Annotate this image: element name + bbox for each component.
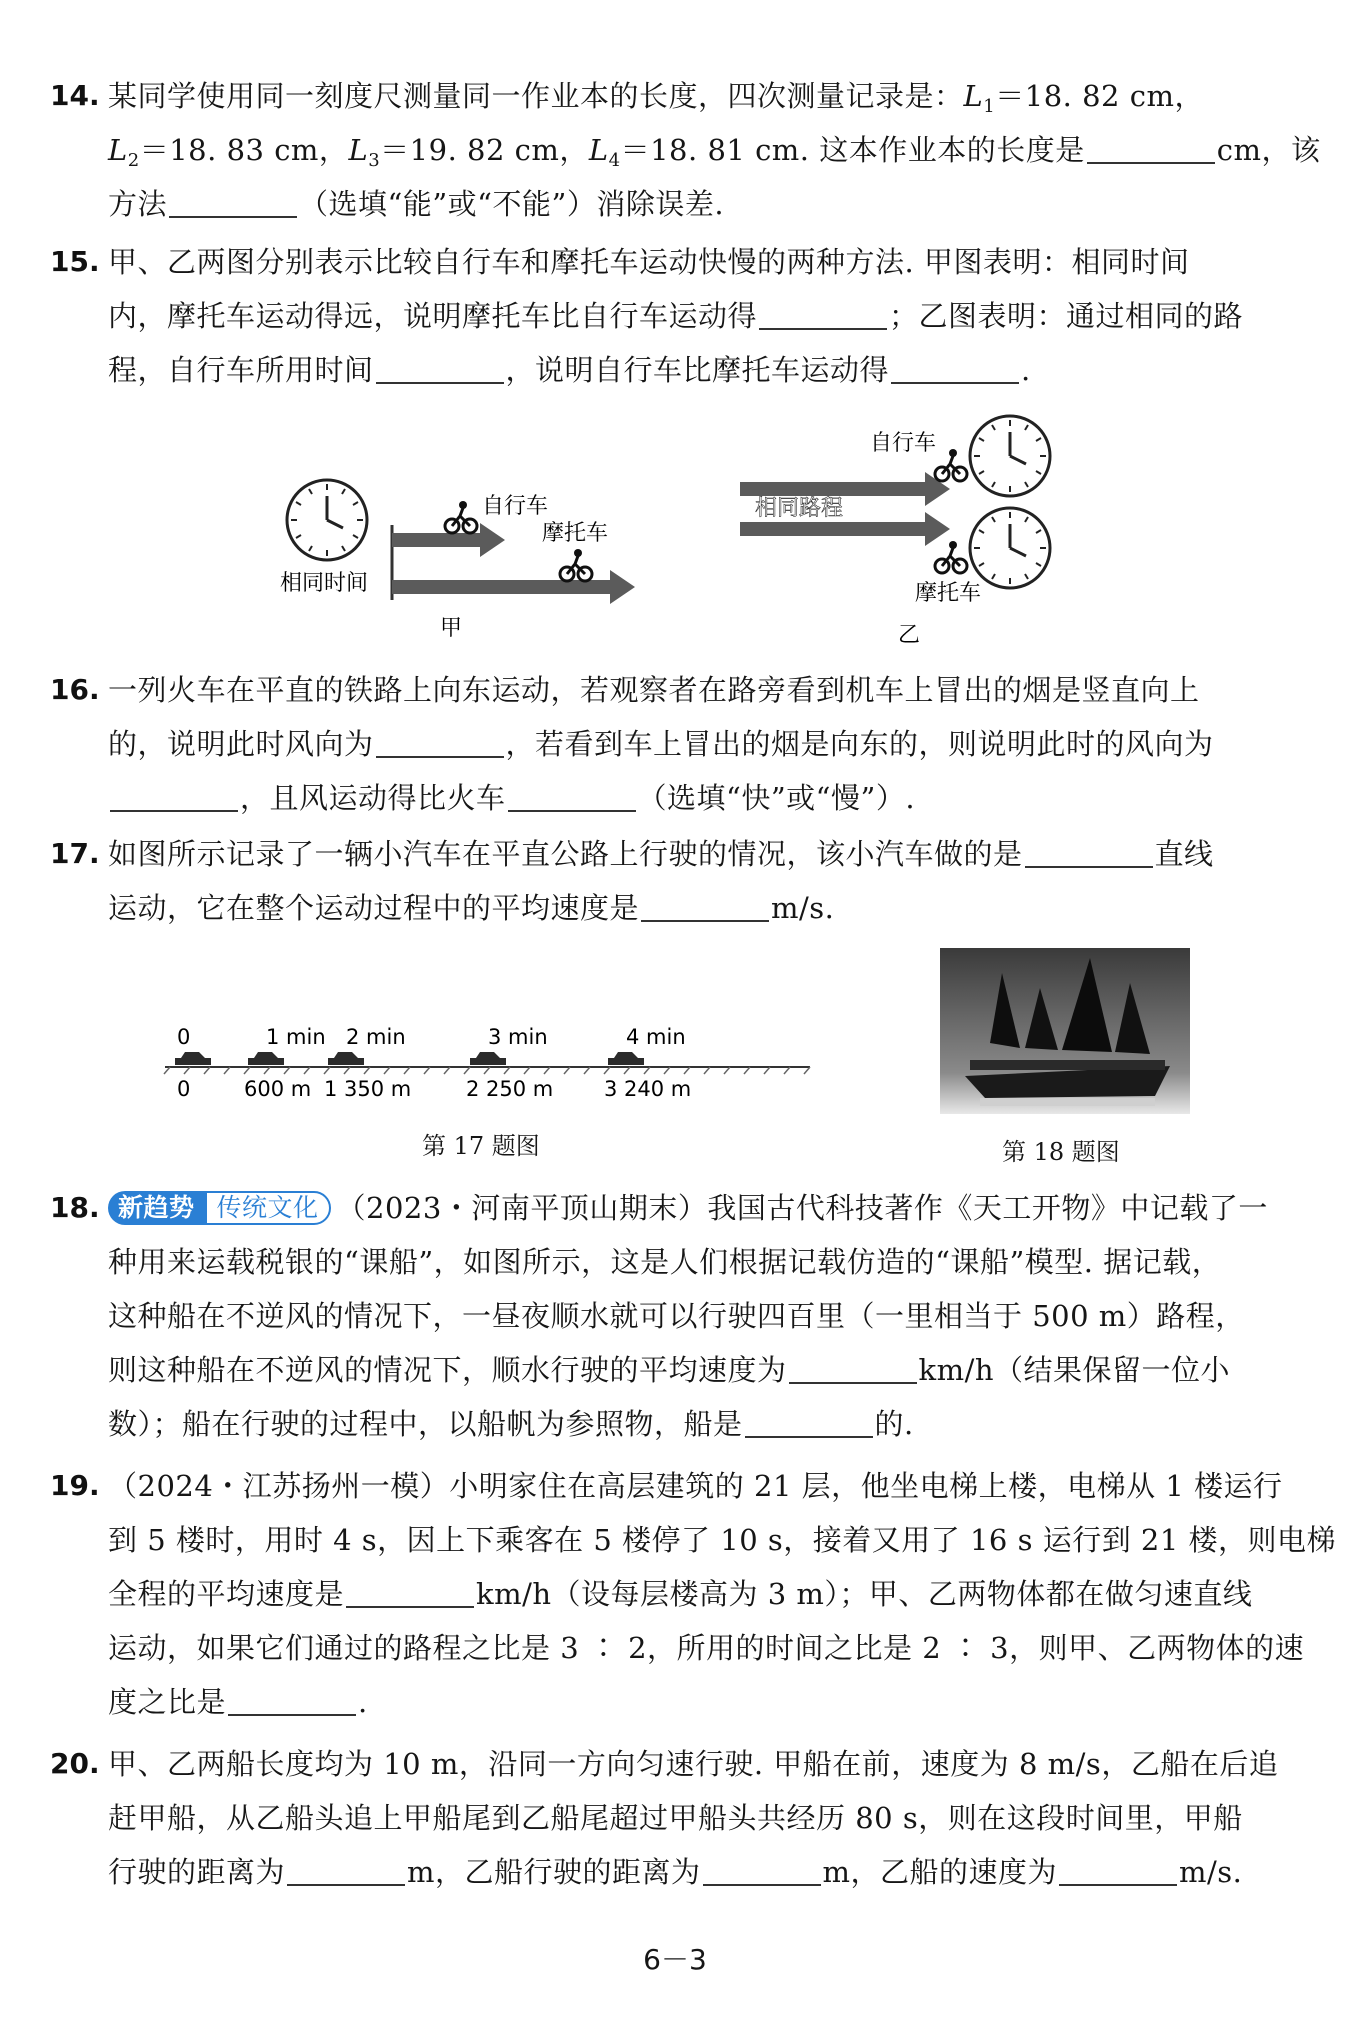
question-text-line: 甲、乙两图分别表示比较自行车和摩托车运动快慢的两种方法. 甲图表明：相同时间 — [108, 245, 1190, 279]
question-text-line: ，且风运动得比火车 （选填“快”或“慢”）. — [108, 770, 1312, 826]
question-text-line: 的，说明此时风向为 ，若看到车上冒出的烟是向东的，则说明此时的风向为 — [108, 727, 1214, 761]
question-text-line: 赶甲船，从乙船头追上甲船尾到乙船尾超过甲船头共经历 80 s，则在这段时间里，甲船 — [108, 1801, 1243, 1835]
question-text-line: 数）；船在行驶的过程中，以船帆为参照物，船是 的. — [108, 1407, 914, 1441]
question-text-line: 如图所示记录了一辆小汽车在平直公路上行驶的情况，该小汽车做的是 直线 — [108, 837, 1214, 871]
figure-18-ship-photo — [940, 948, 1190, 1114]
answer-blank[interactable] — [1059, 1854, 1177, 1886]
answer-blank[interactable] — [110, 780, 238, 812]
answer-blank[interactable] — [891, 352, 1019, 384]
bicycle-icon — [445, 501, 477, 533]
car-markers — [175, 1052, 644, 1065]
answer-blank[interactable] — [376, 726, 504, 758]
distance-label: 1 350 m — [324, 1077, 412, 1101]
answer-blank[interactable] — [641, 890, 769, 922]
trend-badge: 新趋势 — [108, 1191, 205, 1225]
answer-blank[interactable] — [745, 1406, 873, 1438]
question-text-line: （2024・江苏扬州一模）小明家住在高层建筑的 21 层，他坐电梯上楼，电梯从 1 楼运行 — [108, 1469, 1283, 1503]
distance-label: 2 250 m — [466, 1077, 554, 1101]
fig15-left-moto-label: 摩托车 — [542, 521, 609, 546]
question-text-line: 度之比是 . — [108, 1685, 368, 1719]
time-label: 2 min — [346, 1025, 406, 1049]
answer-blank[interactable] — [346, 1576, 474, 1608]
question-text-line: 新趋势 传统文化 （2023・河南平顶山期末）我国古代科技著作《天工开物》中记载了一 — [108, 1180, 1312, 1236]
clock-icon — [970, 416, 1050, 496]
figure-17-caption: 第 17 题图 — [422, 1132, 540, 1160]
question-number: 14. — [50, 79, 100, 112]
answer-blank[interactable] — [287, 1854, 405, 1886]
question-text-line: 内，摩托车运动得远，说明摩托车比自行车运动得 ；乙图表明：通过相同的路 — [108, 299, 1244, 333]
distance-label: 600 m — [244, 1077, 312, 1101]
figure-17 — [160, 1020, 820, 1120]
question-text-line: 种用来运载税银的“课船”，如图所示，这是人们根据记载仿造的“课船”模型. 据记载， — [108, 1245, 1222, 1279]
answer-blank[interactable] — [1025, 836, 1153, 868]
time-label: 4 min — [626, 1025, 686, 1049]
car-icon — [608, 1052, 644, 1065]
question-number: 19. — [50, 1469, 100, 1502]
question-text-line: 这种船在不逆风的情况下，一昼夜顺水就可以行驶四百里（一里相当于 500 m）路程， — [108, 1299, 1245, 1333]
question-text-line: $L_2=18$. 83 cm，$L_3=19$. 82 cm，$L_4=18$. 81 cm. 这本作业本的长度是 cm，该 — [108, 133, 1321, 171]
fig15-left-bike-label: 自行车 — [482, 494, 549, 519]
figure-15 — [270, 410, 1090, 660]
time-label: 3 min — [488, 1025, 548, 1049]
clock-icon — [970, 508, 1050, 588]
time-label: 0 — [177, 1025, 191, 1049]
answer-blank[interactable] — [789, 1352, 917, 1384]
question-text-line: 行驶的距离为 m，乙船行驶的距离为 m，乙船的速度为 m/s. — [108, 1855, 1243, 1889]
answer-blank[interactable] — [508, 780, 636, 812]
car-icon — [328, 1052, 364, 1065]
answer-blank[interactable] — [1087, 132, 1215, 164]
fig15-caption-jia: 甲 — [440, 616, 463, 641]
fig15-caption-yi: 乙 — [898, 623, 921, 648]
question-number: 15. — [50, 245, 100, 278]
motorcycle-arrow — [392, 570, 635, 604]
motorcycle-icon — [935, 541, 967, 573]
fig15-right-distance-label: 相同路程 — [755, 496, 844, 521]
answer-blank[interactable] — [703, 1854, 821, 1886]
question-number: 16. — [50, 673, 100, 706]
bicycle-arrow — [392, 523, 505, 557]
fig15-right-bike-label: 自行车 — [870, 431, 937, 456]
bicycle-icon — [935, 449, 967, 481]
fig15-right-moto-label: 摩托车 — [915, 581, 982, 606]
answer-blank[interactable] — [169, 186, 297, 218]
question-text-line: 到 5 楼时，用时 4 s，因上下乘客在 5 楼停了 10 s，接着又用了 16 s 运行到 21 楼，则电梯 — [108, 1523, 1337, 1557]
time-label: 1 min — [266, 1025, 326, 1049]
culture-badge: 传统文化 — [205, 1191, 331, 1225]
question-text-line: 某同学使用同一刻度尺测量同一作业本的长度，四次测量记录是：$L_1=18$. 82 cm， — [108, 79, 1204, 117]
question-text-line: 运动，它在整个运动过程中的平均速度是 m/s. — [108, 891, 835, 925]
car-icon — [175, 1052, 211, 1065]
question-number: 18. — [50, 1191, 100, 1224]
question-text-line: 则这种船在不逆风的情况下，顺水行驶的平均速度为 km/h（结果保留一位小 — [108, 1353, 1231, 1387]
car-icon — [470, 1052, 506, 1065]
question-number: 17. — [50, 837, 100, 870]
distance-label: 0 — [177, 1077, 191, 1101]
question-text-line: 全程的平均速度是 km/h（设每层楼高为 3 m）；甲、乙两物体都在做匀速直线 — [108, 1577, 1253, 1611]
question-text-line: 方法 （选填“能”或“不能”）消除误差. — [108, 187, 725, 221]
question-text-line: 甲、乙两船长度均为 10 m，沿同一方向匀速行驶. 甲船在前，速度为 8 m/s，乙船在后追 — [108, 1747, 1279, 1781]
question-text-line: 一列火车在平直的铁路上向东运动，若观察者在路旁看到机车上冒出的烟是竖直向上 — [108, 673, 1200, 707]
figure-18-caption: 第 18 题图 — [1002, 1138, 1120, 1166]
answer-blank[interactable] — [759, 298, 887, 330]
question-number: 20. — [50, 1747, 100, 1780]
clock-icon — [287, 480, 367, 560]
distance-label: 3 240 m — [604, 1077, 692, 1101]
answer-blank[interactable] — [376, 352, 504, 384]
page-number: 6－3 — [643, 1943, 707, 1976]
question-text-line: 运动，如果它们通过的路程之比是 3 ∶ 2，所用的时间之比是 2 ∶ 3，则甲、乙两物体的速 — [108, 1631, 1305, 1665]
question-text-line: 程，自行车所用时间 ，说明自行车比摩托车运动得 . — [108, 353, 1031, 387]
motorcycle-icon — [560, 549, 592, 581]
car-icon — [248, 1052, 284, 1065]
fig15-left-time-label: 相同时间 — [280, 571, 369, 596]
answer-blank[interactable] — [228, 1684, 356, 1716]
